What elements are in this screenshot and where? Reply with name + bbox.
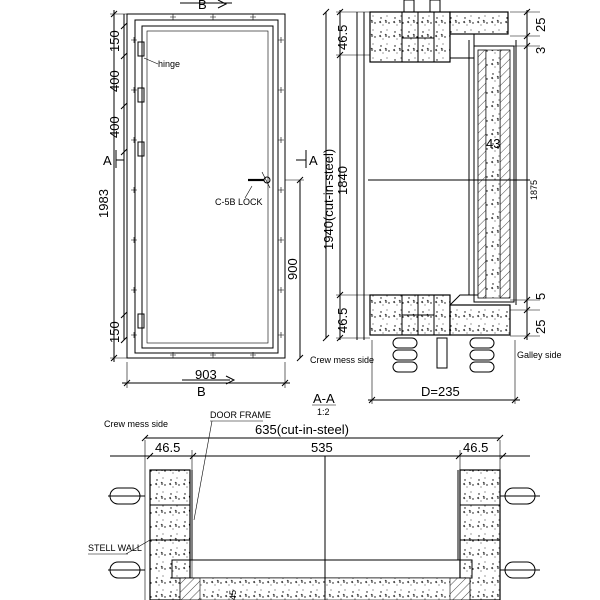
left-wall-pipes <box>108 488 145 578</box>
clear-width-dim: 535 <box>311 440 333 455</box>
section-a-left-marker: A <box>103 153 112 168</box>
hinge-spacing-3: 400 <box>107 116 122 138</box>
panel-thickness-dim: 43 <box>486 136 501 151</box>
door-elevation <box>96 0 318 399</box>
hinge-4 <box>138 314 144 328</box>
section-aa <box>310 0 562 417</box>
clear-height-dim: 1840 <box>335 166 350 195</box>
door-frame-outer <box>127 14 285 358</box>
hinge-1 <box>138 42 144 56</box>
lock-icon <box>248 172 270 188</box>
right-wall-pipes <box>500 488 540 578</box>
section-aa-scale: 1:2 <box>317 407 330 417</box>
right-frame-dim: 46.5 <box>463 440 489 455</box>
crew-mess-side-label-aa: Crew mess side <box>310 355 375 365</box>
cut-height-dim: 1940(cut-in-steel) <box>321 148 336 250</box>
hinge-2 <box>138 88 144 102</box>
bottom-gap-1-dim: 5 <box>533 292 548 300</box>
top-frame-dim: 46.5 <box>335 24 350 50</box>
lock-height-dim: 900 <box>285 258 300 280</box>
hinge-3 <box>138 142 144 156</box>
door-width-dim: 903 <box>195 367 217 382</box>
cable-pipes <box>393 338 494 372</box>
steel-wall-label: STELL WALL <box>88 543 142 553</box>
section-b-bottom-marker: B <box>197 384 206 399</box>
bottom-gap-2-dim: 25 <box>533 319 548 334</box>
depth-dim: D=235 <box>421 384 460 399</box>
section-bb <box>88 410 540 600</box>
galley-side-label: Galley side <box>517 350 562 360</box>
section-aa-title: A-A <box>313 391 335 406</box>
door-frame-inner <box>135 20 278 353</box>
frame-fixing-marks <box>131 14 284 358</box>
section-a-right-marker: A <box>309 153 318 168</box>
hinge-label: hinge <box>158 59 181 69</box>
hinge-spacing-1: 150 <box>107 30 122 52</box>
cut-width-dim: 635(cut-in-steel) <box>255 422 349 437</box>
hinge-spacing-2: 400 <box>107 70 122 92</box>
bottom-frame-dim: 46.5 <box>335 307 350 333</box>
lock-label: C-5B LOCK <box>215 197 263 207</box>
bottom-hinge-dim: 150 <box>107 321 122 343</box>
top-insulation-block <box>370 12 450 62</box>
left-frame-dim: 46.5 <box>155 440 181 455</box>
top-gap-1-dim: 25 <box>533 17 548 32</box>
panel-height-dim: 1875 <box>529 179 539 200</box>
panel-dim: 45 <box>228 589 238 600</box>
door-height-dim: 1983 <box>96 189 111 218</box>
top-gap-2-dim: 3 <box>533 46 548 54</box>
section-b-top-marker: B <box>198 0 207 12</box>
door-frame-label: DOOR FRAME <box>210 410 272 420</box>
crew-mess-side-label-bb: Crew mess side <box>104 419 169 429</box>
door-leaf <box>142 26 273 348</box>
